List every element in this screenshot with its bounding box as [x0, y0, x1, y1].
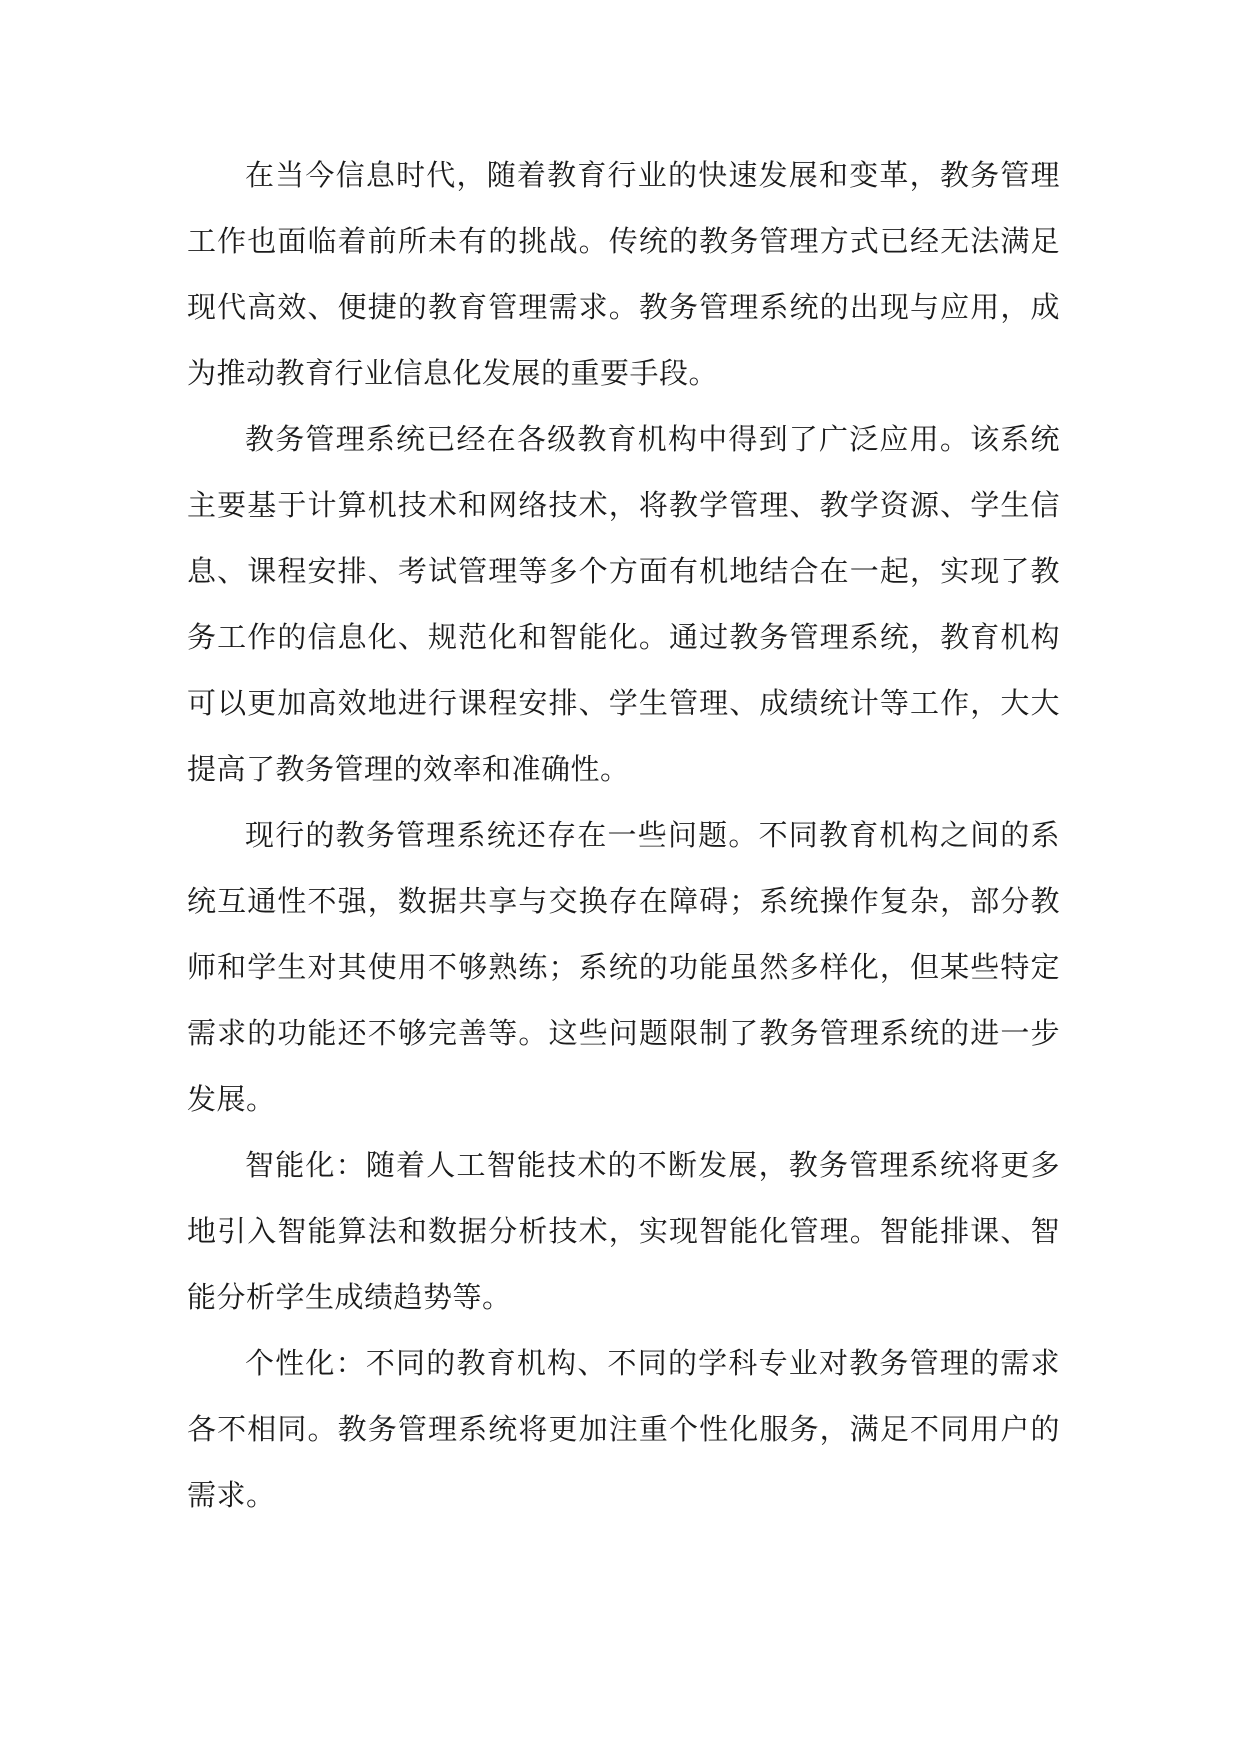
paragraph-problems: 现行的教务管理系统还存在一些问题。不同教育机构之间的系统互通性不强，数据共享与交换存在障碍；系统操作复杂，部分教师和学生对其使用不够熟练；系统的功能虽然多样化，但某些特定需求的功能还不够完善等。这些问题限制了教务管理系统的进一步发展。 — [187, 818, 1060, 1116]
paragraph-intelligent: 智能化：随着人工智能技术的不断发展，教务管理系统将更多地引入智能算法和数据分析技术，实现智能化管理。智能排课、智能分析学生成绩趋势等。 — [187, 1148, 1060, 1314]
document-body — [187, 142, 1060, 1528]
paragraph-intro: 在当今信息时代，随着教育行业的快速发展和变革，教务管理工作也面临着前所未有的挑战。传统的教务管理方式已经无法满足现代高效、便捷的教育管理需求。教务管理系统的出现与应用，成为推动教育行业信息化发展的重要手段。 — [187, 158, 1060, 390]
paragraph-application: 教务管理系统已经在各级教育机构中得到了广泛应用。该系统主要基于计算机技术和网络技术，将教学管理、教学资源、学生信息、课程安排、考试管理等多个方面有机地结合在一起，实现了教务工作的信息化、规范化和智能化。通过教务管理系统，教育机构可以更加高效地进行课程安排、学生管理、成绩统计等工作，大大提高了教务管理的效率和准确性。 — [187, 422, 1060, 786]
paragraph-personalized: 个性化：不同的教育机构、不同的学科专业对教务管理的需求各不相同。教务管理系统将更加注重个性化服务，满足不同用户的需求。 — [187, 1346, 1060, 1512]
